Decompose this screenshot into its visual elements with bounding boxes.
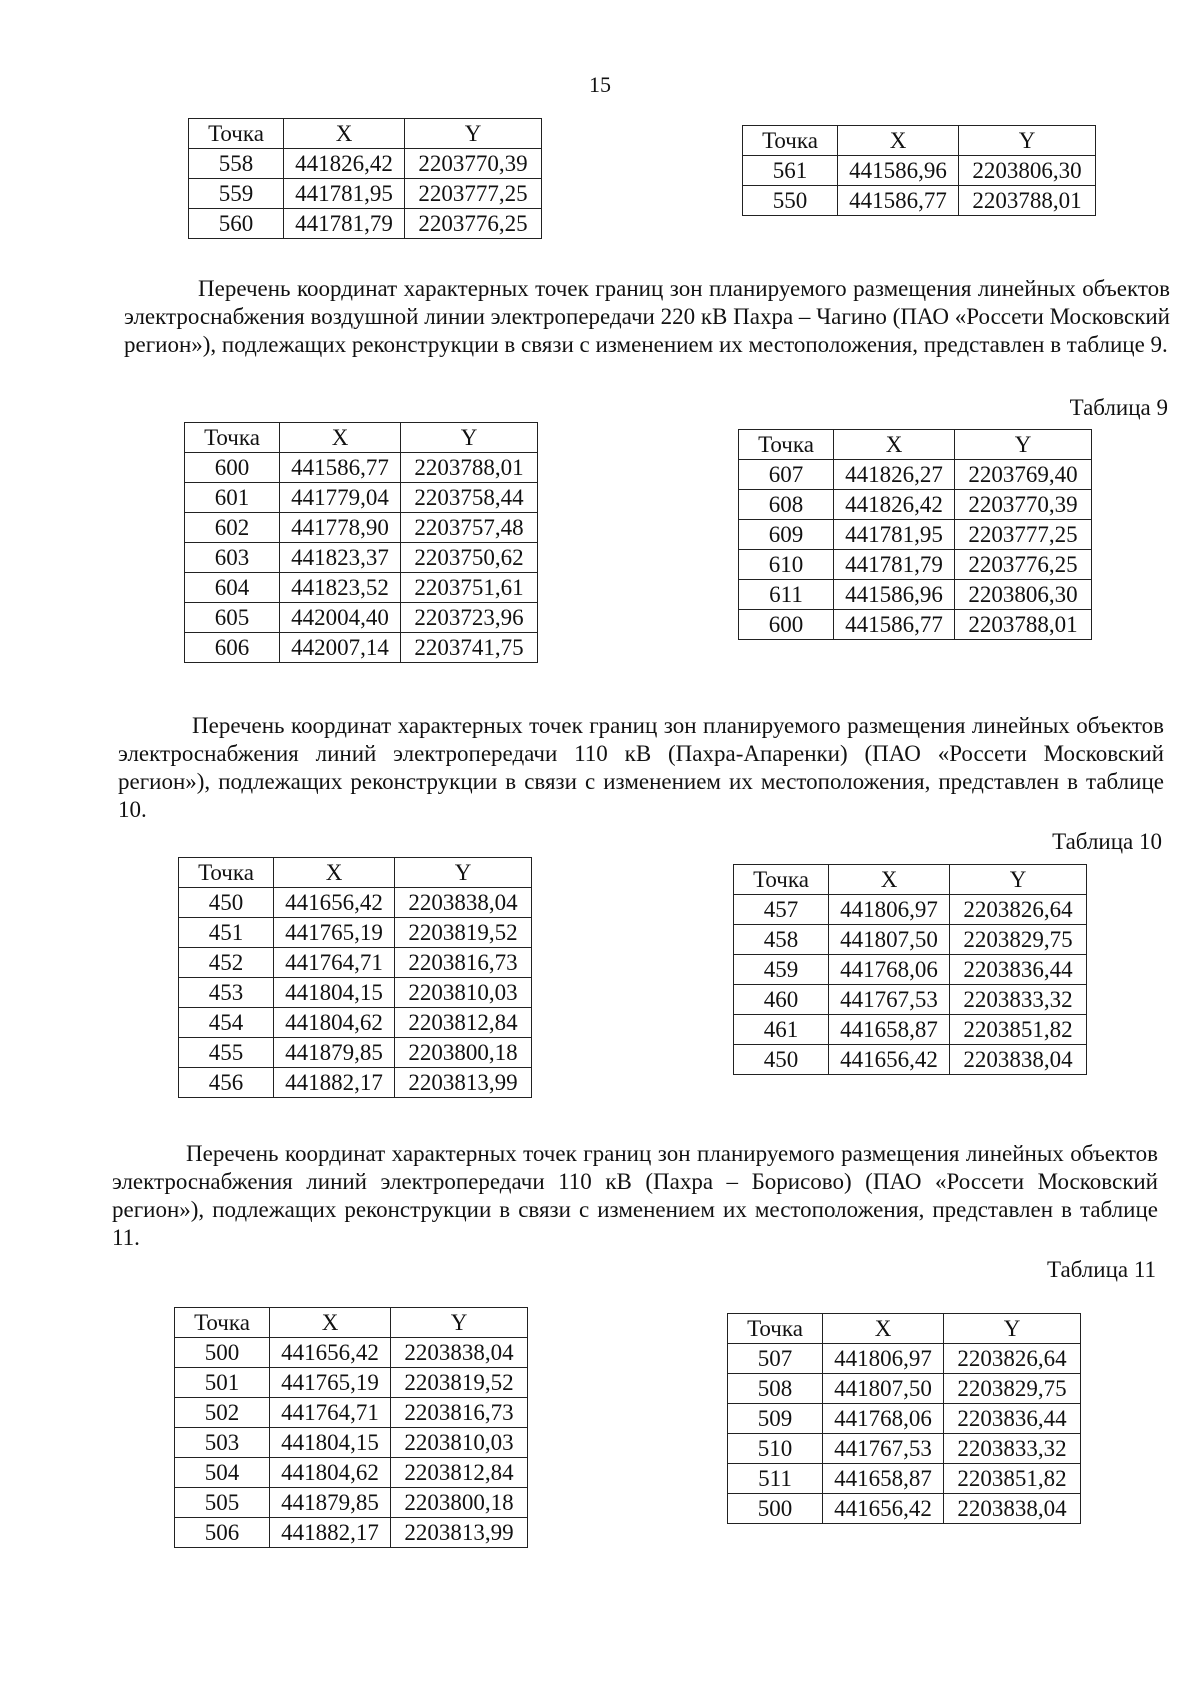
cell-x: 441765,19 [270,1368,391,1398]
cell-point: 505 [175,1488,270,1518]
coord-table-10-right [733,864,1087,1075]
header-y: Y [950,865,1087,895]
cell-x: 441586,96 [838,156,959,186]
paragraph-table-9: Перечень координат характерных точек границ зон планируемого размещения линейных объектов электроснабжения воздушной линии электропередачи 220 кВ Пахра – Чагино (ПАО «Россети Московский регион»), подлежащих реконструкции в связи с изменением их местоположения, представлен в таблице 9. [124,276,1170,357]
coord-table-11-right [727,1313,1081,1524]
cell-x: 441767,53 [823,1434,944,1464]
page-number: 15 [589,72,611,97]
cell-point: 600 [185,453,280,483]
header-x: X [838,126,959,156]
table-row [185,573,538,603]
cell-point: 501 [175,1368,270,1398]
cell-x: 441826,42 [284,149,405,179]
header-y: Y [395,858,532,888]
cell-point: 450 [179,888,274,918]
table-row [743,186,1096,216]
table-row [728,1464,1081,1494]
cell-point: 453 [179,978,274,1008]
table-header-row [179,858,532,888]
table-row [185,633,538,663]
cell-y: 2203836,44 [950,955,1087,985]
table-row [739,460,1092,490]
paragraph-table-10: Перечень координат характерных точек границ зон планируемого размещения линейных объектов электроснабжения линий электропередачи 110 кВ (Пахра-Апаренки) (ПАО «Россети Московский регион»), подлежащих реконструкции в связи с изменением их местоположения, представлен в таблице 10. [118,713,1164,822]
cell-x: 441656,42 [270,1338,391,1368]
cell-x: 441656,42 [823,1494,944,1524]
cell-x: 442007,14 [280,633,401,663]
cell-y: 2203816,73 [395,948,532,978]
table-row [175,1458,528,1488]
table-row [739,550,1092,580]
cell-x: 441823,52 [280,573,401,603]
cell-x: 441765,19 [274,918,395,948]
table-header-row [185,423,538,453]
cell-point: 458 [734,925,829,955]
table-header-row [739,430,1092,460]
cell-y: 2203723,96 [401,603,538,633]
cell-x: 441781,95 [284,179,405,209]
cell-y: 2203757,48 [401,513,538,543]
cell-point: 606 [185,633,280,663]
cell-y: 2203806,30 [959,156,1096,186]
table-row [185,543,538,573]
cell-y: 2203776,25 [955,550,1092,580]
cell-point: 508 [728,1374,823,1404]
cell-point: 509 [728,1404,823,1434]
cell-point: 504 [175,1458,270,1488]
table-row [179,888,532,918]
table-header-row [175,1308,528,1338]
cell-y: 2203819,52 [395,918,532,948]
cell-point: 560 [189,209,284,239]
cell-point: 610 [739,550,834,580]
header-x: X [280,423,401,453]
table-header-row [728,1314,1081,1344]
cell-x: 441879,85 [274,1038,395,1068]
cell-point: 558 [189,149,284,179]
table-11-caption: Таблица 11 [1046,1257,1156,1282]
header-point: Точка [728,1314,823,1344]
cell-x: 441656,42 [274,888,395,918]
table-row [185,603,538,633]
cell-y: 2203838,04 [395,888,532,918]
table-row [734,1015,1087,1045]
table-row [175,1368,528,1398]
table-row [728,1404,1081,1434]
cell-x: 441804,62 [274,1008,395,1038]
cell-point: 454 [179,1008,274,1038]
coord-table-block0-left [188,118,542,239]
header-y: Y [405,119,542,149]
cell-x: 441768,06 [823,1404,944,1434]
table-row [728,1344,1081,1374]
cell-point: 602 [185,513,280,543]
cell-x: 441806,97 [823,1344,944,1374]
cell-y: 2203819,52 [391,1368,528,1398]
cell-point: 507 [728,1344,823,1374]
cell-y: 2203829,75 [950,925,1087,955]
cell-x: 441764,71 [274,948,395,978]
cell-y: 2203769,40 [955,460,1092,490]
header-y: Y [955,430,1092,460]
cell-x: 441781,95 [834,520,955,550]
cell-point: 608 [739,490,834,520]
table-row [179,1068,532,1098]
coord-table-10-left [178,857,532,1098]
cell-y: 2203776,25 [405,209,542,239]
table-row [734,955,1087,985]
cell-y: 2203833,32 [950,985,1087,1015]
cell-x: 441804,15 [274,978,395,1008]
table-row [734,1045,1087,1075]
cell-y: 2203758,44 [401,483,538,513]
cell-point: 510 [728,1434,823,1464]
cell-point: 500 [728,1494,823,1524]
cell-point: 559 [189,179,284,209]
cell-y: 2203800,18 [395,1038,532,1068]
cell-x: 441781,79 [834,550,955,580]
cell-y: 2203829,75 [944,1374,1081,1404]
cell-y: 2203788,01 [959,186,1096,216]
table-row [734,985,1087,1015]
table-row [179,1008,532,1038]
table-row [185,483,538,513]
cell-y: 2203836,44 [944,1404,1081,1434]
table-row [185,513,538,543]
cell-x: 441826,27 [834,460,955,490]
table-9-caption: Таблица 9 [1069,395,1168,420]
table-header-row [734,865,1087,895]
table-row [175,1338,528,1368]
table-row [739,580,1092,610]
cell-y: 2203813,99 [391,1518,528,1548]
table-row [189,179,542,209]
cell-y: 2203851,82 [950,1015,1087,1045]
cell-x: 441882,17 [270,1518,391,1548]
paragraph-table-11: Перечень координат характерных точек границ зон планируемого размещения линейных объектов электроснабжения линий электропередачи 110 кВ (Пахра – Борисово) (ПАО «Россети Московский регион»), подлежащих реконструкции в связи с изменением их местоположения, представлен в таблице 11. [112,1141,1158,1250]
cell-x: 441586,77 [280,453,401,483]
cell-point: 604 [185,573,280,603]
cell-y: 2203812,84 [395,1008,532,1038]
table-10-caption: Таблица 10 [1052,829,1162,854]
cell-y: 2203826,64 [950,895,1087,925]
cell-point: 502 [175,1398,270,1428]
cell-x: 441781,79 [284,209,405,239]
cell-x: 441779,04 [280,483,401,513]
header-point: Точка [179,858,274,888]
table-row [175,1398,528,1428]
cell-x: 441804,15 [270,1428,391,1458]
cell-point: 600 [739,610,834,640]
cell-x: 441804,62 [270,1458,391,1488]
header-point: Точка [743,126,838,156]
header-point: Точка [189,119,284,149]
header-y: Y [391,1308,528,1338]
cell-point: 601 [185,483,280,513]
cell-y: 2203810,03 [391,1428,528,1458]
cell-point: 611 [739,580,834,610]
cell-x: 441882,17 [274,1068,395,1098]
coord-table-9-right [738,429,1092,640]
cell-x: 441656,42 [829,1045,950,1075]
header-x: X [270,1308,391,1338]
cell-y: 2203826,64 [944,1344,1081,1374]
cell-y: 2203810,03 [395,978,532,1008]
cell-y: 2203777,25 [405,179,542,209]
cell-x: 441586,77 [838,186,959,216]
cell-x: 441806,97 [829,895,950,925]
cell-y: 2203770,39 [405,149,542,179]
cell-point: 609 [739,520,834,550]
table-row [734,895,1087,925]
coord-table-11-left [174,1307,528,1548]
table-row [728,1434,1081,1464]
cell-x: 441879,85 [270,1488,391,1518]
cell-y: 2203838,04 [391,1338,528,1368]
cell-y: 2203833,32 [944,1434,1081,1464]
header-point: Точка [185,423,280,453]
table-row [175,1518,528,1548]
cell-point: 460 [734,985,829,1015]
cell-x: 441778,90 [280,513,401,543]
cell-y: 2203788,01 [955,610,1092,640]
cell-y: 2203812,84 [391,1458,528,1488]
table-row [185,453,538,483]
cell-point: 459 [734,955,829,985]
table-row [739,610,1092,640]
header-x: X [823,1314,944,1344]
cell-x: 441658,87 [829,1015,950,1045]
cell-y: 2203813,99 [395,1068,532,1098]
cell-point: 461 [734,1015,829,1045]
table-row [179,948,532,978]
header-y: Y [959,126,1096,156]
table-row [179,978,532,1008]
cell-point: 455 [179,1038,274,1068]
header-x: X [274,858,395,888]
cell-y: 2203806,30 [955,580,1092,610]
cell-point: 451 [179,918,274,948]
coord-table-9-left [184,422,538,663]
cell-point: 457 [734,895,829,925]
table-row [739,490,1092,520]
header-x: X [284,119,405,149]
cell-point: 605 [185,603,280,633]
cell-point: 603 [185,543,280,573]
header-x: X [834,430,955,460]
header-point: Точка [739,430,834,460]
header-x: X [829,865,950,895]
table-row [743,156,1096,186]
cell-x: 441586,96 [834,580,955,610]
coord-table-block0-right [742,125,1096,216]
cell-x: 441764,71 [270,1398,391,1428]
cell-y: 2203800,18 [391,1488,528,1518]
cell-x: 441807,50 [823,1374,944,1404]
table-row [728,1494,1081,1524]
cell-x: 441586,77 [834,610,955,640]
cell-point: 506 [175,1518,270,1548]
header-point: Точка [175,1308,270,1338]
table-header-row [189,119,542,149]
cell-point: 456 [179,1068,274,1098]
table-row [728,1374,1081,1404]
cell-x: 442004,40 [280,603,401,633]
table-row [734,925,1087,955]
cell-point: 607 [739,460,834,490]
table-row [189,149,542,179]
table-row [175,1428,528,1458]
cell-point: 452 [179,948,274,978]
cell-point: 561 [743,156,838,186]
cell-y: 2203751,61 [401,573,538,603]
cell-x: 441823,37 [280,543,401,573]
header-y: Y [944,1314,1081,1344]
cell-y: 2203770,39 [955,490,1092,520]
cell-x: 441767,53 [829,985,950,1015]
cell-point: 450 [734,1045,829,1075]
cell-point: 500 [175,1338,270,1368]
table-row [179,918,532,948]
table-row [179,1038,532,1068]
table-row [189,209,542,239]
table-row [739,520,1092,550]
cell-x: 441807,50 [829,925,950,955]
cell-y: 2203741,75 [401,633,538,663]
cell-y: 2203816,73 [391,1398,528,1428]
table-row [175,1488,528,1518]
cell-y: 2203750,62 [401,543,538,573]
cell-x: 441658,87 [823,1464,944,1494]
cell-y: 2203838,04 [944,1494,1081,1524]
cell-point: 503 [175,1428,270,1458]
cell-x: 441826,42 [834,490,955,520]
cell-y: 2203838,04 [950,1045,1087,1075]
table-header-row [743,126,1096,156]
cell-point: 550 [743,186,838,216]
cell-y: 2203851,82 [944,1464,1081,1494]
header-point: Точка [734,865,829,895]
header-y: Y [401,423,538,453]
cell-point: 511 [728,1464,823,1494]
cell-y: 2203777,25 [955,520,1092,550]
cell-y: 2203788,01 [401,453,538,483]
cell-x: 441768,06 [829,955,950,985]
